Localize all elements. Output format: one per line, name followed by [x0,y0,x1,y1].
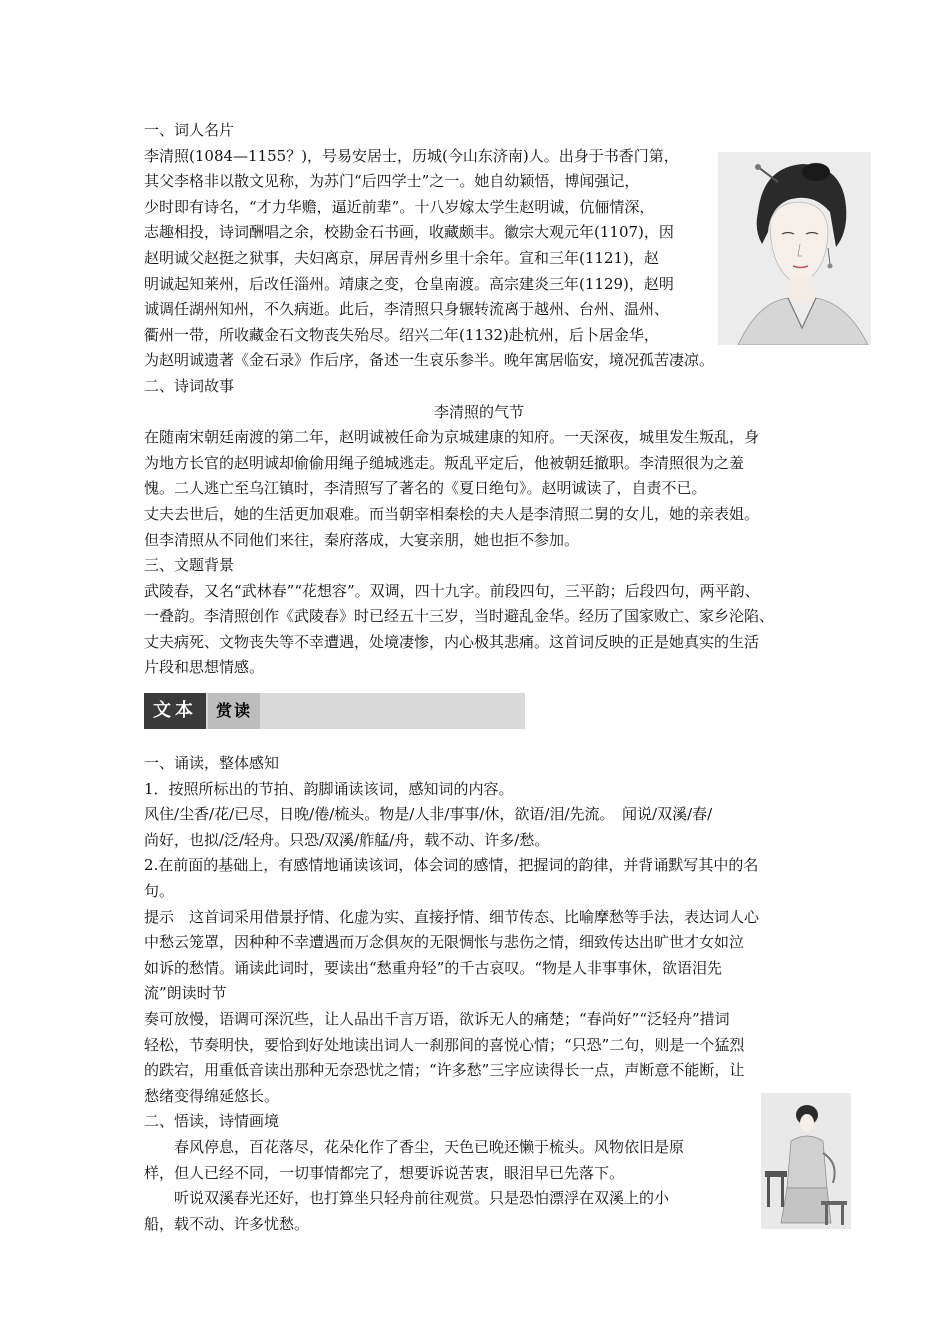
story-line: 丈夫去世后，她的生活更加艰难。而当朝宰相秦桧的夫人是李清照二舅的女儿，她的亲表姐。 [144,504,760,523]
poem-line: 尚好，也拟/泛/轻舟。只恐/双溪/舴艋/舟，载不动、许多/愁。 [144,830,550,849]
section-heading-background: 三、文题背景 [144,556,235,575]
hint-line: 中愁云笼罩，因种种不幸遭遇而万念俱灰的无限惆怅与悲伤之情，细致传达出旷世才女如泣 [144,933,745,952]
exercise-item-2 [144,853,814,904]
story-line: 愧。二人逃亡至乌江镇时，李清照写了著名的《夏日绝句》。赵明诚读了，自责不已。 [144,479,707,498]
section-heading-poet-card: 一、词人名片 [144,121,235,139]
translation-paragraph-2 [144,1186,814,1237]
bio-line: 其父李格非以散文见称，为苏门“后四学士”之一。她自幼颖悟，博闻强记， [144,172,640,191]
bio-line: 诚调任湖州知州，不久病逝。此后，李清照只身辗转流离于越州、台州、温州、 [144,300,670,319]
background-text [144,579,814,681]
banner-label-text: 文本 [144,693,206,729]
background-line: 一叠韵。李清照创作《武陵春》时已经五十三岁，当时避乱金华。经历了国家败亡、家乡沦陷、 [144,607,775,626]
bio-line: 为赵明诚遗著《金石录》作后序，备述一生哀乐参半。晚年寓居临安，境况孤苦凄凉。 [144,351,715,370]
bio-line: 明诚起知莱州，后改任淄州。靖康之变，仓皇南渡。高宗建炎三年(1129)，赵明 [144,274,674,293]
section-heading-comprehend: 二、悟读，诗情画境 [144,1112,280,1131]
banner-label-appreciation: 赏读 [208,693,260,729]
hint-line: 奏可放慢，语调可深沉些，让人品出千言万语，欲诉无人的痛楚；“春尚好”“泛轻舟”措词 [144,1010,730,1028]
text-appreciation-banner [144,693,525,729]
hint-line: 的跌宕，用重低音读出那种无奈恐忧之情；“许多愁”三字应读得长一点，声断意不能断，让 [144,1061,745,1080]
hint-line: 愁绪变得绵延悠长。 [144,1086,280,1105]
bio-line: 李清照(1084—1155？)，号易安居士，历城(今山东济南)人。出身于书香门第， [144,146,679,165]
translation-line: 春风停息，百花落尽，花朵化作了香尘，天色已晚还懒于梳头。风物依旧是原 [174,1137,685,1156]
translation-paragraph-1 [144,1135,814,1186]
hint-line: 提示 这首词采用借景抒情、化虚为实、直接抒情、细节传态、比喻摩愁等手法，表达词人心 [144,907,760,926]
background-line: 片段和思想情感。 [144,658,265,677]
background-line: 丈夫病死、文物丧失等不幸遭遇，处境凄惨，内心极其悲痛。这首词反映的正是她真实的生活 [144,632,760,651]
story-line: 但李清照从不同他们来往，秦府落成，大宴亲朋，她也拒不参加。 [144,530,580,549]
poem-with-rhythm [144,802,814,853]
exercise-item-1: 1．按照所标出的节拍、韵脚诵读该词，感知词的内容。 [144,779,514,798]
hint-text [144,905,814,1110]
bio-line: 衢州一带，所收藏金石文物丧失殆尽。绍兴二年(1132)赴杭州，后卜居金华， [144,325,659,344]
story-title: 李清照的气节 [433,402,524,421]
background-line: 武陵春，又名“武林春”“花想容”。双调，四十九字。前段四句，三平韵；后段四句，两平韵、 [144,581,760,600]
story-text [144,425,814,553]
poem-line: 风住/尘香/花/已尽，日晚/倦/梳头。物是/人非/事事/休，欲语/泪/先流。 闻说/双溪/春/ [144,805,713,824]
bio-line: 赵明诚父赵挺之狱事，夫妇离京，屏居青州乡里十余年。宣和三年(1121)，赵 [144,248,659,267]
section-heading-poem-story: 二、诗词故事 [144,376,235,395]
section-heading-recite: 一、诵读，整体感知 [144,754,280,773]
item2-line: 句。 [144,882,175,901]
poet-biography [144,144,814,374]
bio-line: 少时即有诗名，“才力华赡，逼近前辈”。十八岁嫁太学生赵明诚，伉俪情深， [144,197,655,216]
document-page [144,118,814,1237]
story-line: 在随南宋朝廷南渡的第二年，赵明诚被任命为京城建康的知府。一天深夜，城里发生叛乱，身 [144,428,760,447]
hint-line: 轻松，节奏明快，要恰到好处地读出词人一刹那间的喜悦心情；“只恐”二句，则是一个猛烈 [144,1035,745,1054]
translation-line: 船，载不动、许多忧愁。 [144,1214,310,1233]
item2-line: 2.在前面的基础上，有感情地诵读该词，体会词的感情，把握词的韵律，并背诵默写其中的名 [144,856,759,875]
hint-line: 流”朗读时节 [144,984,227,1003]
story-line: 为地方长官的赵明诚却偷偷用绳子缒城逃走。叛乱平定后，他被朝廷撤职。李清照很为之羞 [144,453,745,472]
translation-line: 听说双溪春光还好，也打算坐只轻舟前往观赏。只是恐怕漂浮在双溪上的小 [174,1189,670,1208]
translation-line: 样，但人已经不同，一切事情都完了，想要诉说苦衷，眼泪早已先落下。 [144,1163,625,1182]
hint-line: 如诉的愁情。诵读此词时，要读出“愁重舟轻”的千古哀叹。“物是人非事事休，欲语泪先 [144,958,723,977]
bio-line: 志趣相投，诗词酬唱之余，校勘金石书画，收藏颇丰。徽宗大观元年(1107)，因 [144,223,674,242]
